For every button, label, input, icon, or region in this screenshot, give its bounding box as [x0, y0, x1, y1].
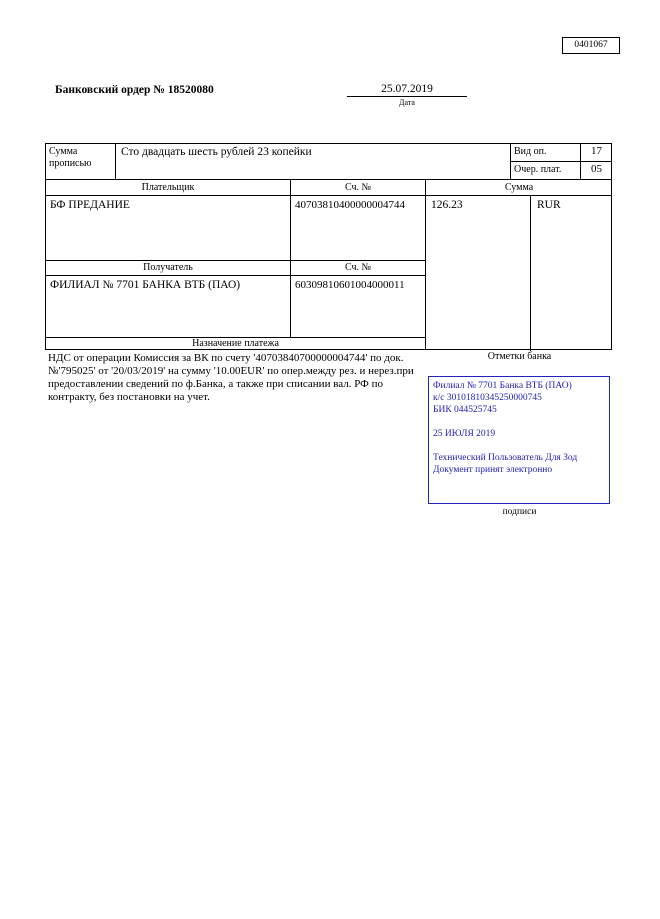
stamp-date: 25 ИЮЛЯ 2019	[433, 429, 496, 439]
operation-type-value: 17	[581, 144, 612, 162]
payer-account-header: Сч. №	[291, 180, 426, 196]
date-block	[347, 83, 467, 107]
payment-order-table	[45, 143, 612, 350]
form-code-box	[562, 37, 620, 54]
amount-header: Сумма	[426, 180, 612, 196]
document-title: Банковский ордер № 18520080	[55, 84, 214, 96]
signatures-label: подписи	[502, 507, 537, 517]
stamp-bank-name: Филиал № 7701 Банка ВТБ (ПАО)	[433, 381, 572, 391]
currency-value: RUR	[537, 199, 561, 211]
receiver-name: ФИЛИАЛ № 7701 БАНКА ВТБ (ПАО)	[46, 276, 291, 338]
payment-purpose-text: НДС от операции Комиссия за ВК по счету '40703840700000004744' по док.№'795025' от '20/03/2019' на сумму '10.00EUR' по опер.между рез. и нерез.при предоставлении сведений по ф.Банка, а также при списании вал. РФ по контракту, без постановки на учет.	[48, 352, 414, 403]
purpose-header: Назначение платежа	[46, 338, 426, 350]
payment-priority-label: Очер. плат.	[511, 162, 581, 180]
date-label: Дата	[399, 98, 415, 107]
payer-account-number: 40703810400000004744	[291, 196, 426, 261]
bank-stamp	[428, 376, 610, 504]
receiver-account-header: Сч. №	[291, 261, 426, 276]
amount-words-value: Сто двадцать шесть рублей 23 копейки	[116, 144, 511, 180]
payer-header: Плательщик	[46, 180, 291, 196]
stamp-user: Технический Пользователь Для Зод	[433, 453, 578, 463]
payment-priority-value: 05	[581, 162, 612, 180]
stamp-status: Документ принят электронно	[433, 465, 553, 475]
operation-type-label: Вид оп.	[511, 144, 581, 162]
receiver-account-number: 60309810601004000011	[291, 276, 426, 338]
stamp-bik: БИК 044525745	[433, 405, 497, 415]
amount-words-label: Сумма прописью	[46, 144, 116, 180]
bank-marks-label: Отметки банка	[487, 351, 552, 362]
amount-value: 126.23	[426, 196, 531, 351]
date-value: 25.07.2019	[347, 83, 467, 97]
payer-name: БФ ПРЕДАНИЕ	[46, 196, 291, 261]
stamp-corr-account: к/с 30101810345250000745	[433, 393, 542, 403]
receiver-header: Получатель	[46, 261, 291, 276]
form-code-value: 0401067	[574, 40, 608, 50]
